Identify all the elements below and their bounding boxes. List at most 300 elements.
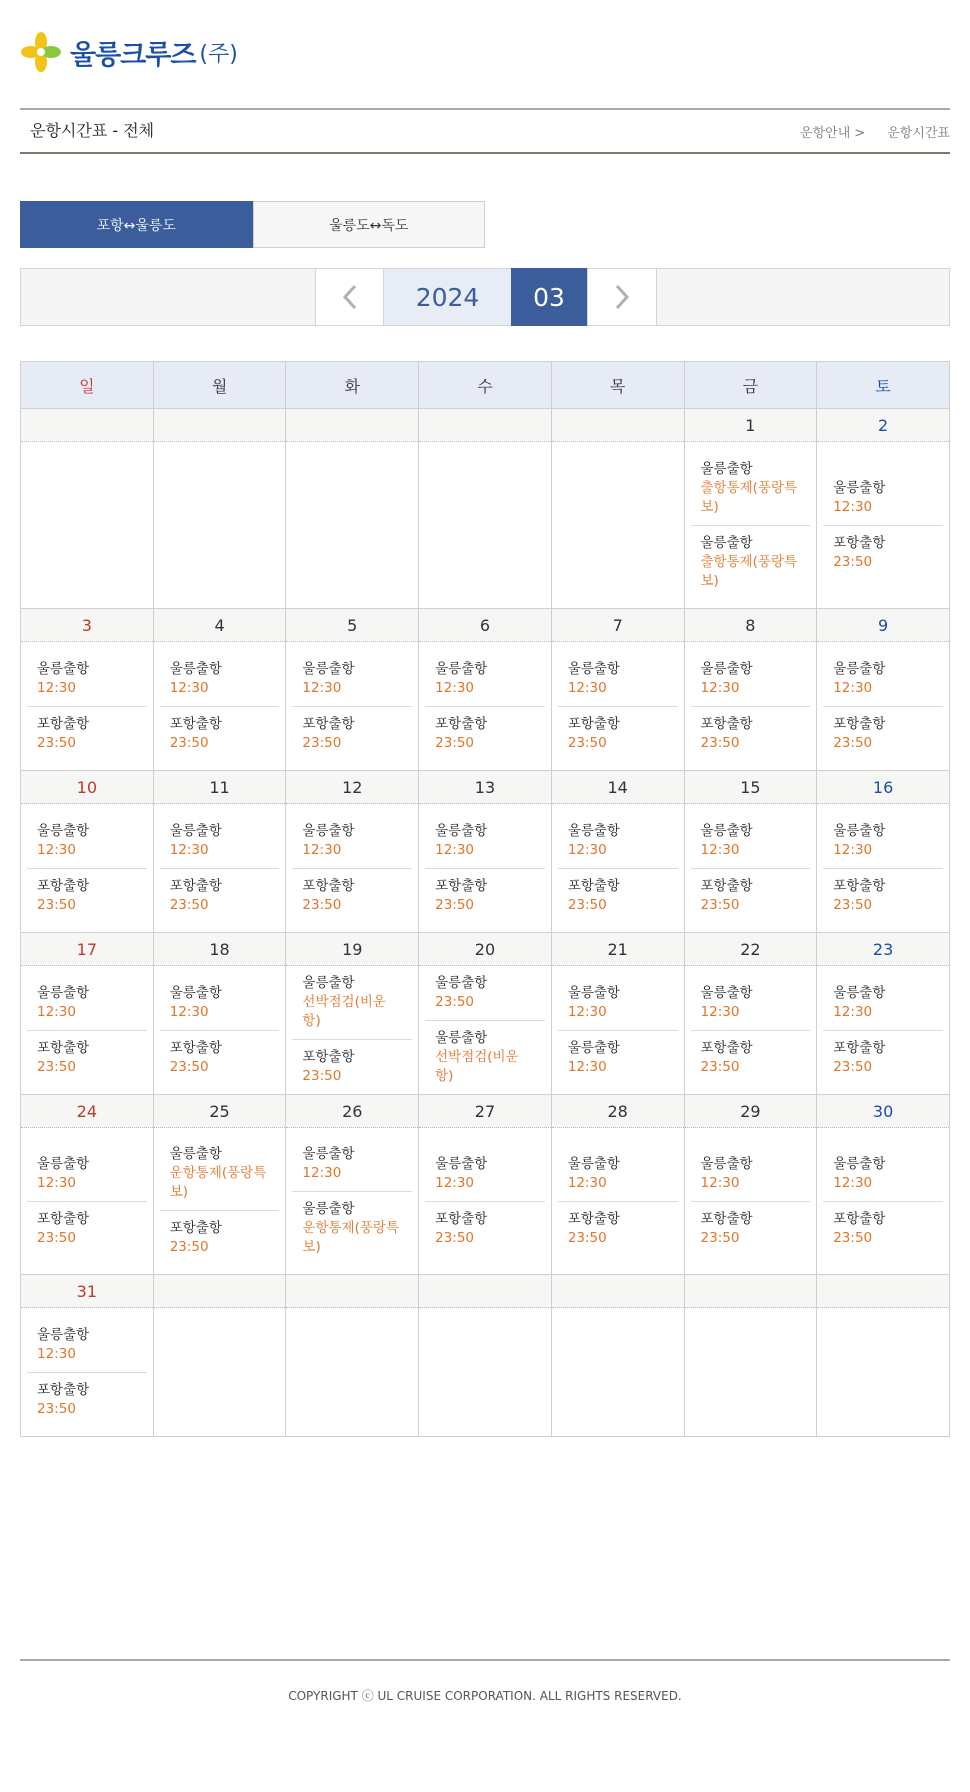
day-number: 27 (419, 1095, 552, 1128)
sailing-entry (27, 1372, 147, 1427)
sailing-entry (160, 1030, 280, 1085)
departure-time: 선박점검(비운항) (435, 1049, 519, 1084)
day-events (419, 442, 551, 608)
day-number (684, 1275, 817, 1308)
next-month-button[interactable] (587, 268, 657, 326)
departure-label: 포항출항 (833, 1039, 886, 1056)
departure-time: 23:50 (37, 896, 76, 913)
day-events (685, 966, 817, 1094)
departure-label: 포항출항 (833, 715, 886, 732)
departure-time: 23:50 (833, 553, 873, 570)
day-events (286, 1308, 418, 1436)
day-cell (419, 442, 552, 609)
departure-time: 23:50 (169, 1239, 209, 1255)
day-events (552, 1128, 684, 1274)
day-events (419, 1308, 551, 1436)
schedule-calendar (20, 361, 950, 1437)
sailing-entry (558, 868, 678, 923)
departure-label: 울릉출항 (700, 1155, 753, 1172)
day-events (419, 804, 551, 932)
departure-time: 23:50 (833, 1229, 873, 1246)
day-cell (286, 966, 419, 1095)
day-cell (286, 1308, 419, 1437)
day-cell (419, 1308, 552, 1437)
departure-time: 12:30 (567, 841, 607, 858)
sailing-entry (27, 814, 147, 868)
departure-label: 울릉출항 (700, 460, 753, 477)
departure-label: 포항출항 (302, 877, 355, 894)
day-events (419, 642, 551, 770)
sailing-entry (823, 1201, 943, 1256)
day-events (21, 1308, 153, 1436)
departure-label: 울릉출항 (435, 822, 488, 839)
sailing-entry (160, 976, 280, 1030)
logo-suffix: (주) (199, 41, 238, 67)
day-events (21, 966, 153, 1094)
day-number: 8 (684, 609, 817, 642)
day-number (153, 409, 286, 442)
departure-time: 23:50 (169, 896, 209, 913)
day-number: 3 (21, 609, 154, 642)
day-events (286, 642, 418, 770)
departure-time: 12:30 (37, 841, 76, 858)
month-display: 03 (511, 268, 587, 326)
day-cell (551, 966, 684, 1095)
day-number: 12 (286, 771, 419, 804)
sailing-entry (691, 814, 811, 868)
breadcrumb-item-guide[interactable]: 운항안내 (800, 126, 851, 141)
departure-time: 12:30 (435, 841, 475, 858)
sailing-entry (27, 1147, 147, 1201)
departure-label: 포항출항 (37, 1381, 90, 1398)
day-events (419, 966, 551, 1094)
day-number: 7 (551, 609, 684, 642)
departure-label: 포항출항 (37, 715, 90, 732)
departure-label: 울릉출항 (700, 660, 753, 677)
route-tabs (20, 201, 485, 248)
departure-label: 포항출항 (302, 715, 355, 732)
day-events (286, 1128, 418, 1274)
sailing-entry (27, 1030, 147, 1085)
departure-time: 23:50 (567, 1229, 607, 1246)
sailing-entry (292, 868, 412, 923)
day-events (685, 1308, 817, 1436)
day-number (551, 409, 684, 442)
day-number: 16 (817, 771, 950, 804)
day-events (817, 642, 949, 770)
day-events (817, 442, 949, 608)
departure-label: 울릉출항 (302, 1146, 355, 1162)
departure-time: 12:30 (302, 1165, 342, 1181)
departure-label: 울릉출항 (700, 984, 753, 1001)
departure-time: 23:50 (435, 994, 475, 1010)
departure-label: 포항출항 (435, 715, 488, 732)
day-events (21, 642, 153, 770)
day-cell (551, 642, 684, 771)
departure-time: 출항통제(풍랑특보) (700, 479, 798, 515)
departure-label: 포항출항 (833, 534, 886, 551)
departure-label: 울릉출항 (302, 975, 355, 991)
departure-label: 울릉출항 (700, 534, 753, 551)
schedule-row (21, 642, 950, 771)
departure-time: 23:50 (567, 734, 607, 751)
breadcrumb-item-timetable[interactable]: 운항시간표 (887, 126, 950, 141)
day-number: 24 (21, 1095, 154, 1128)
sailing-entry (27, 868, 147, 923)
weekday-fri: 금 (684, 362, 817, 409)
departure-label: 포항출항 (169, 1220, 222, 1236)
sailing-entry (292, 814, 412, 868)
day-number: 5 (286, 609, 419, 642)
sailing-entry (425, 966, 545, 1020)
day-events (21, 442, 153, 608)
departure-label: 울릉출항 (567, 822, 620, 839)
day-cell (684, 1308, 817, 1437)
day-events (154, 966, 286, 1094)
sailing-entry (425, 814, 545, 868)
departure-label: 포항출항 (37, 1210, 90, 1227)
departure-label: 포항출항 (833, 877, 886, 894)
day-number: 11 (153, 771, 286, 804)
departure-label: 울릉출항 (37, 1155, 90, 1172)
day-cell (286, 804, 419, 933)
weekday-thu: 목 (551, 362, 684, 409)
day-events (685, 642, 817, 770)
departure-label: 울릉출항 (833, 822, 886, 839)
day-events (552, 966, 684, 1094)
day-cell (21, 442, 154, 609)
sailing-entry (691, 1030, 811, 1085)
departure-label: 울릉출항 (833, 660, 886, 677)
day-cell (419, 642, 552, 771)
departure-time: 12:30 (435, 679, 475, 696)
departure-time: 23:50 (37, 1058, 76, 1075)
departure-label: 울릉출항 (567, 1155, 620, 1172)
departure-time: 23:50 (435, 1229, 475, 1246)
day-cell (153, 642, 286, 771)
sailing-entry (425, 868, 545, 923)
date-row (21, 933, 950, 966)
day-number: 28 (551, 1095, 684, 1128)
day-cell (153, 966, 286, 1095)
departure-time: 23:50 (435, 734, 475, 751)
day-events (21, 1128, 153, 1274)
day-number: 18 (153, 933, 286, 966)
departure-time: 12:30 (833, 679, 873, 696)
sailing-entry (425, 1020, 545, 1094)
day-number (551, 1275, 684, 1308)
sailing-entry (292, 966, 412, 1039)
departure-time: 운항통제(풍랑특보) (302, 1220, 399, 1255)
sailing-entry (160, 814, 280, 868)
sailing-entry (558, 706, 678, 761)
departure-time: 12:30 (833, 498, 873, 515)
departure-time: 23:50 (37, 1400, 76, 1417)
departure-time: 23:50 (567, 896, 607, 913)
date-row (21, 409, 950, 442)
breadcrumb-separator: > (854, 126, 866, 141)
departure-label: 울릉출항 (567, 984, 620, 1001)
sailing-entry (27, 652, 147, 706)
departure-label: 포항출항 (37, 877, 90, 894)
sailing-entry (823, 525, 943, 580)
departure-time: 12:30 (700, 841, 740, 858)
day-cell (153, 1308, 286, 1437)
day-cell (21, 966, 154, 1095)
schedule-row (21, 1308, 950, 1437)
day-number: 30 (817, 1095, 950, 1128)
departure-label: 포항출항 (700, 1210, 753, 1227)
day-cell (21, 1128, 154, 1275)
date-row (21, 609, 950, 642)
tab-ulleung-dokdo[interactable]: 울릉도↔독도 (253, 201, 486, 248)
month-navigation (20, 268, 950, 326)
weekday-sat: 토 (817, 362, 950, 409)
sailing-entry (823, 1147, 943, 1201)
departure-time: 운항통제(풍랑특보) (169, 1165, 267, 1200)
day-events (154, 442, 286, 608)
departure-time: 23:50 (700, 1229, 740, 1246)
day-cell (419, 804, 552, 933)
departure-label: 포항출항 (700, 715, 753, 732)
date-row (21, 1275, 950, 1308)
day-cell (153, 804, 286, 933)
departure-time: 23:50 (302, 1068, 342, 1084)
departure-time: 23:50 (833, 1058, 873, 1075)
day-events (286, 442, 418, 608)
day-events (286, 804, 418, 932)
weekday-tue: 화 (286, 362, 419, 409)
departure-label: 포항출항 (567, 715, 620, 732)
departure-label: 울릉출항 (435, 660, 488, 677)
day-cell (419, 966, 552, 1095)
day-events (817, 1308, 949, 1436)
departure-label: 울릉출항 (833, 479, 886, 496)
departure-time: 12:30 (169, 679, 209, 696)
day-number: 23 (817, 933, 950, 966)
sailing-entry (292, 1191, 412, 1265)
day-cell (684, 442, 817, 609)
date-row (21, 771, 950, 804)
departure-label: 포항출항 (435, 877, 488, 894)
day-number: 10 (21, 771, 154, 804)
day-cell (153, 442, 286, 609)
sailing-entry (823, 1030, 943, 1085)
sailing-entry (425, 1201, 545, 1256)
departure-time: 12:30 (833, 1003, 873, 1020)
departure-label: 포항출항 (169, 877, 222, 894)
day-cell (286, 642, 419, 771)
day-cell (817, 442, 950, 609)
sailing-entry (691, 652, 811, 706)
day-number: 14 (551, 771, 684, 804)
day-events (552, 442, 684, 608)
year-display: 2024 (384, 268, 511, 326)
day-number: 6 (419, 609, 552, 642)
departure-time: 23:50 (169, 1058, 209, 1075)
sailing-entry (292, 1039, 412, 1094)
departure-time: 12:30 (435, 1174, 475, 1191)
departure-time: 23:50 (302, 734, 342, 751)
departure-time: 23:50 (435, 896, 475, 913)
departure-time: 12:30 (567, 1174, 607, 1191)
departure-time: 12:30 (37, 679, 76, 696)
day-number: 29 (684, 1095, 817, 1128)
sailing-entry (425, 652, 545, 706)
date-row (21, 1095, 950, 1128)
day-events (552, 804, 684, 932)
day-events (552, 1308, 684, 1436)
day-number: 19 (286, 933, 419, 966)
day-cell (817, 1128, 950, 1275)
weekday-wed: 수 (419, 362, 552, 409)
day-number: 17 (21, 933, 154, 966)
chevron-left-icon (339, 282, 361, 312)
departure-label: 울릉출항 (833, 984, 886, 1001)
day-number: 1 (684, 409, 817, 442)
title-bar (20, 108, 950, 154)
weekday-sun: 일 (21, 362, 154, 409)
chevron-right-icon (611, 282, 633, 312)
day-events (552, 642, 684, 770)
departure-time: 12:30 (700, 1003, 740, 1020)
day-number: 13 (419, 771, 552, 804)
sailing-entry (160, 652, 280, 706)
clover-logo-icon (20, 31, 62, 73)
sailing-entry (691, 706, 811, 761)
departure-time: 12:30 (37, 1003, 76, 1020)
sailing-entry (425, 1147, 545, 1201)
day-number: 25 (153, 1095, 286, 1128)
footer-divider (20, 1659, 950, 1661)
weekday-mon: 월 (153, 362, 286, 409)
departure-label: 포항출항 (169, 1039, 222, 1056)
day-cell (817, 642, 950, 771)
departure-label: 포항출항 (833, 1210, 886, 1227)
departure-label: 울릉출항 (302, 822, 355, 839)
prev-month-button[interactable] (315, 268, 384, 326)
day-events (21, 804, 153, 932)
sailing-entry (160, 1210, 280, 1265)
day-number: 15 (684, 771, 817, 804)
schedule-row (21, 966, 950, 1095)
departure-time: 12:30 (37, 1174, 76, 1191)
departure-label: 울릉출항 (302, 1201, 355, 1217)
day-events (419, 1128, 551, 1274)
day-events (817, 804, 949, 932)
schedule-row (21, 1128, 950, 1275)
departure-label: 포항출항 (435, 1210, 488, 1227)
sailing-entry (27, 706, 147, 761)
sailing-entry (691, 1147, 811, 1201)
departure-label: 울릉출항 (37, 984, 90, 1001)
day-cell (684, 642, 817, 771)
day-number (21, 409, 154, 442)
day-events (817, 966, 949, 1094)
day-events (286, 966, 418, 1094)
sailing-entry (823, 868, 943, 923)
logo[interactable] (20, 30, 238, 74)
sailing-entry (160, 868, 280, 923)
departure-label: 포항출항 (302, 1049, 355, 1065)
day-events (685, 442, 817, 608)
departure-label: 포항출항 (567, 1210, 620, 1227)
departure-time: 12:30 (833, 841, 873, 858)
day-events (154, 1128, 286, 1274)
departure-label: 울릉출항 (37, 660, 90, 677)
departure-label: 울릉출항 (169, 1146, 222, 1162)
day-cell (419, 1128, 552, 1275)
departure-time: 23:50 (302, 896, 342, 913)
sailing-entry (823, 976, 943, 1030)
departure-label: 울릉출항 (435, 1155, 488, 1172)
logo-text: 울릉크루즈 (70, 39, 196, 71)
departure-time: 23:50 (833, 896, 873, 913)
departure-label: 포항출항 (700, 1039, 753, 1056)
departure-label: 울릉출항 (435, 1030, 488, 1046)
departure-time: 12:30 (169, 841, 209, 858)
sailing-entry (292, 706, 412, 761)
departure-time: 12:30 (567, 1058, 607, 1075)
sailing-entry (292, 1137, 412, 1191)
departure-label: 울릉출항 (302, 660, 355, 677)
day-cell (684, 966, 817, 1095)
sailing-entry (558, 1201, 678, 1256)
day-number (817, 1275, 950, 1308)
day-number: 20 (419, 933, 552, 966)
departure-label: 울릉출항 (833, 1155, 886, 1172)
day-cell (817, 966, 950, 1095)
departure-time: 12:30 (567, 1003, 607, 1020)
departure-time: 23:50 (169, 734, 209, 751)
day-cell (551, 1128, 684, 1275)
departure-time: 12:30 (37, 1345, 76, 1362)
day-number: 4 (153, 609, 286, 642)
day-cell (551, 442, 684, 609)
sailing-entry (292, 652, 412, 706)
sailing-entry (691, 976, 811, 1030)
sailing-entry (691, 1201, 811, 1256)
departure-label: 울릉출항 (567, 1039, 620, 1056)
day-number (419, 409, 552, 442)
day-cell (21, 1308, 154, 1437)
day-cell (684, 1128, 817, 1275)
day-events (685, 804, 817, 932)
departure-time: 12:30 (833, 1174, 873, 1191)
day-events (154, 642, 286, 770)
departure-time: 12:30 (302, 679, 342, 696)
sailing-entry (160, 706, 280, 761)
day-events (154, 1308, 286, 1436)
departure-label: 포항출항 (37, 1039, 90, 1056)
day-number: 9 (817, 609, 950, 642)
departure-time: 12:30 (700, 679, 740, 696)
day-number: 31 (21, 1275, 154, 1308)
sailing-entry (823, 814, 943, 868)
day-number: 22 (684, 933, 817, 966)
day-cell (551, 1308, 684, 1437)
breadcrumb (794, 122, 950, 141)
tab-pohang-ulleung[interactable]: 포항↔울릉도 (20, 201, 253, 248)
sailing-entry (27, 1201, 147, 1256)
departure-label: 울릉출항 (169, 822, 222, 839)
sailing-entry (823, 471, 943, 525)
sailing-entry (823, 652, 943, 706)
day-cell (286, 442, 419, 609)
day-cell (153, 1128, 286, 1275)
day-number (286, 1275, 419, 1308)
sailing-entry (691, 452, 811, 525)
